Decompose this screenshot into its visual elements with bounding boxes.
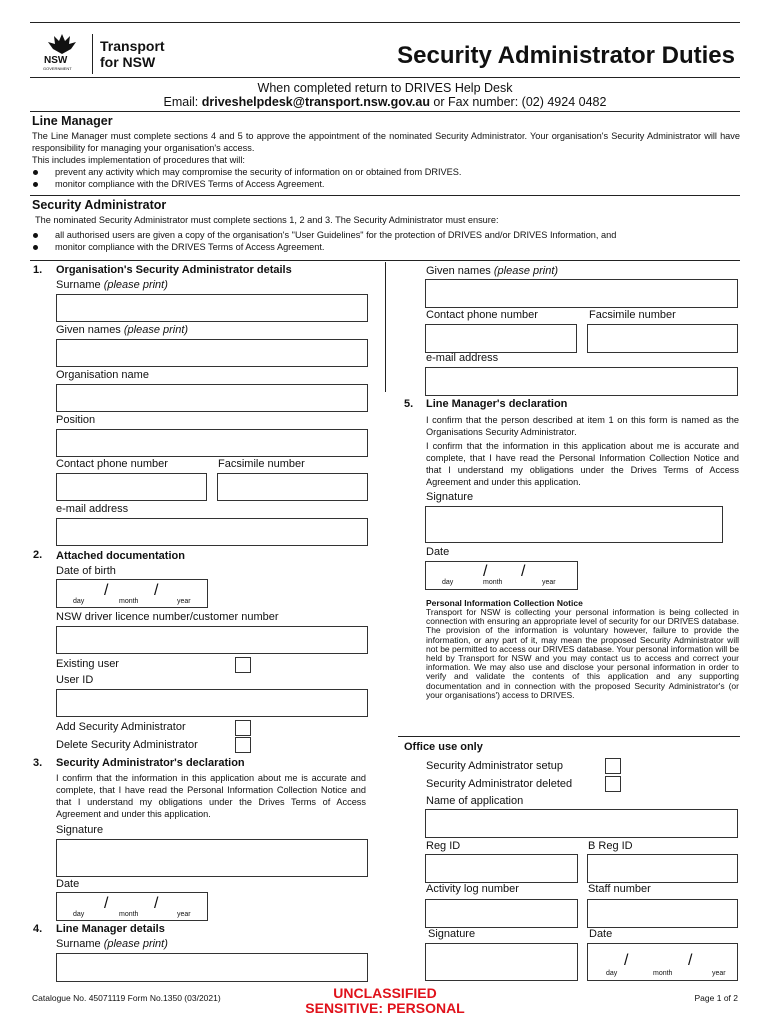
lm-phone-input[interactable] xyxy=(425,324,577,353)
facsimile-input[interactable] xyxy=(217,473,368,501)
bullet xyxy=(33,170,38,175)
month-label: month xyxy=(119,911,139,918)
section-1-num: 1. xyxy=(33,264,43,276)
security-admin-text: The nominated Security Administrator must complete sections 1, 2 and 3. The Security Administrator must ensure: xyxy=(35,215,499,225)
nsw-logo xyxy=(38,30,178,78)
line-manager-text: The Line Manager must complete sections 4 and 5 to approve the appointment of the nominated Security Administrator. Your organisation's Security Administrator will have responsibility for managing your organisation's access. xyxy=(32,131,740,153)
surname-label: Surname (please print) xyxy=(56,279,168,291)
month-label: month xyxy=(119,598,139,605)
lm-fax-input[interactable] xyxy=(587,324,738,353)
logo-nsw-text: NSW xyxy=(44,55,68,66)
office-date-input[interactable] xyxy=(587,943,738,981)
organisation-name-input[interactable] xyxy=(56,384,368,412)
date-slash: / xyxy=(521,563,526,580)
page-title: Security Administrator Duties xyxy=(397,42,735,69)
licence-input[interactable] xyxy=(56,626,368,654)
section-5-heading: Line Manager's declaration xyxy=(426,398,568,410)
user-id-input[interactable] xyxy=(56,689,368,717)
date-slash: / xyxy=(483,563,488,580)
activity-log-input[interactable] xyxy=(425,899,578,928)
user-id-label: User ID xyxy=(56,674,94,686)
line-manager-bullet-1: prevent any activity which may compromise the security of information on or obtained from DRIVES. xyxy=(55,167,462,177)
email-line xyxy=(0,95,770,109)
position-label: Position xyxy=(56,414,96,426)
logo-transport: Transport xyxy=(100,38,165,54)
logo-divider xyxy=(92,34,93,74)
reg-id-input[interactable] xyxy=(425,854,578,883)
section-3-date-input[interactable] xyxy=(56,892,208,921)
bullet xyxy=(33,245,38,250)
admin-setup-checkbox[interactable] xyxy=(605,758,621,774)
bullet xyxy=(33,182,38,187)
security-admin-bullet-1: all authorised users are given a copy of the organisation's "User Guidelines" for the protection of DRIVES and/or DRIVES Information, and xyxy=(55,230,617,240)
return-line: When completed return to DRIVES Help Desk xyxy=(257,81,513,95)
date-slash: / xyxy=(688,952,693,969)
lm-email-label: e-mail address xyxy=(426,352,499,364)
activity-log-label: Activity log number xyxy=(426,883,519,895)
delete-admin-checkbox[interactable] xyxy=(235,737,251,753)
security-admin-rule xyxy=(30,195,740,196)
page-number: Page 1 of 2 xyxy=(694,993,738,1003)
section-3-num: 3. xyxy=(33,757,43,769)
section-2-num: 2. xyxy=(33,549,43,561)
admin-deleted-checkbox[interactable] xyxy=(605,776,621,792)
title-rule xyxy=(30,77,740,78)
security-admin-bullet-2: monitor compliance with the DRIVES Terms of Access Agreement. xyxy=(55,242,325,252)
section-5-signature-label: Signature xyxy=(426,491,474,503)
licence-label: NSW driver licence number/customer number xyxy=(56,611,279,623)
email-prefix: Email: xyxy=(163,95,202,109)
staff-number-label: Staff number xyxy=(588,883,651,895)
date-slash: / xyxy=(624,952,629,969)
b-reg-id-input[interactable] xyxy=(587,854,738,883)
month-label: month xyxy=(483,579,503,586)
lm-given-names-label: Given names (please print) xyxy=(426,265,559,277)
security-admin-heading: Security Administrator xyxy=(32,198,167,212)
office-signature-label: Signature xyxy=(428,928,476,940)
help-desk-email[interactable]: driveshelpdesk@transport.nsw.gov.au xyxy=(201,95,430,109)
day-label: day xyxy=(73,598,85,605)
add-admin-checkbox[interactable] xyxy=(235,720,251,736)
staff-number-input[interactable] xyxy=(587,899,738,928)
day-label: day xyxy=(606,970,618,977)
section-4-num: 4. xyxy=(33,923,43,935)
section-3-heading: Security Administrator's declaration xyxy=(56,757,245,769)
line-manager-heading: Line Manager xyxy=(32,114,113,128)
email-label: e-mail address xyxy=(56,503,129,515)
section-3-signature-input[interactable] xyxy=(56,839,368,877)
section-5-date-input[interactable] xyxy=(425,561,578,590)
dob-label: Date of birth xyxy=(56,565,116,577)
email-input[interactable] xyxy=(56,518,368,546)
day-label: day xyxy=(442,579,454,586)
section-3-declaration: I confirm that the information in this application about me is accurate and complete, that I have read the Personal Information Collection Notice and that I understand my obligations under the Drives Terms of Access Agreement and under this application. xyxy=(56,773,366,819)
given-names-label: Given names (please print) xyxy=(56,324,189,336)
waratah-icon xyxy=(46,32,78,56)
section-5-num: 5. xyxy=(404,398,414,410)
line-manager-surname-label: Surname (please print) xyxy=(56,938,168,950)
contact-phone-input[interactable] xyxy=(56,473,207,501)
line-manager-text-2: This includes implementation of procedures that will: xyxy=(32,155,245,165)
given-names-input[interactable] xyxy=(56,339,368,367)
year-label: year xyxy=(177,598,191,605)
organisation-name-label: Organisation name xyxy=(56,369,149,381)
logo-gov-text: GOVERNMENT xyxy=(43,66,72,71)
catalogue-number: Catalogue No. 45071119 Form No.1350 (03/2021) xyxy=(32,993,221,1003)
lm-email-input[interactable] xyxy=(425,367,738,396)
year-label: year xyxy=(712,970,726,977)
lm-given-names-input[interactable] xyxy=(425,279,738,308)
position-input[interactable] xyxy=(56,429,368,457)
office-use-rule xyxy=(398,736,740,737)
logo-for-nsw: for NSW xyxy=(100,54,156,70)
office-signature-input[interactable] xyxy=(425,943,578,981)
day-label: day xyxy=(73,911,85,918)
top-rule xyxy=(30,22,740,23)
app-name-label: Name of application xyxy=(426,795,524,807)
month-label: month xyxy=(653,970,673,977)
section-rule xyxy=(30,260,740,261)
column-divider xyxy=(385,262,386,392)
app-name-input[interactable] xyxy=(425,809,738,838)
section-1-heading: Organisation's Security Administrator details xyxy=(56,264,292,276)
section-3-signature-label: Signature xyxy=(56,824,104,836)
lm-fax-label: Facsimile number xyxy=(589,309,676,321)
facsimile-label: Facsimile number xyxy=(218,458,305,470)
dob-input[interactable] xyxy=(56,579,208,608)
year-label: year xyxy=(177,911,191,918)
add-admin-label: Add Security Administrator xyxy=(56,721,186,733)
section-3-date-label: Date xyxy=(56,878,80,890)
pcn-text: Transport for NSW is collecting your personal information is being collected in connection with ensuring an appropriate level of security for our DRIVES database. The provision of the information is voluntary however, failure to provide the information, or any part of it, may mean the proposed Security Administrator will not be permitted to access our DRIVES database. Your personal information will be held by Transport for NSW and you may contact us to access and correct your information. We may also use and disclose your personal information in order to verify and validate the contents of this application and any supporting documentation and in connection with the proposed Security Administrator's (or your organisations') access to DRIVES. xyxy=(426,607,739,700)
section-2-heading: Attached documentation xyxy=(56,550,185,562)
pcn-heading: Personal Information Collection Notice xyxy=(426,598,583,608)
fax-text: or Fax number: (02) 4924 0482 xyxy=(429,95,607,109)
admin-setup-label: Security Administrator setup xyxy=(426,760,563,772)
office-use-heading: Office use only xyxy=(404,741,483,753)
section-4-heading: Line Manager details xyxy=(56,923,165,935)
line-manager-surname-input[interactable] xyxy=(56,953,368,982)
lm-phone-label: Contact phone number xyxy=(426,309,538,321)
date-slash: / xyxy=(104,582,109,599)
year-label: year xyxy=(542,579,556,586)
classification-line-2: SENSITIVE: PERSONAL xyxy=(305,1000,465,1016)
date-slash: / xyxy=(154,582,159,599)
line-manager-bullet-2: monitor compliance with the DRIVES Terms of Access Agreement. xyxy=(55,179,325,189)
classification-line-1: UNCLASSIFIED xyxy=(333,985,437,1001)
admin-deleted-label: Security Administrator deleted xyxy=(426,778,573,790)
contact-phone-label: Contact phone number xyxy=(56,458,168,470)
delete-admin-label: Delete Security Administrator xyxy=(56,739,198,751)
b-reg-id-label: B Reg ID xyxy=(588,840,633,852)
office-date-label: Date xyxy=(589,928,613,940)
bullet xyxy=(33,233,38,238)
section-5-signature-input[interactable] xyxy=(425,506,723,543)
reg-id-label: Reg ID xyxy=(426,840,461,852)
section-5-text-1: I confirm that the person described at item 1 on this form is named as the Organisations Security Administrator. xyxy=(426,415,739,437)
existing-user-label: Existing user xyxy=(56,658,119,670)
existing-user-checkbox[interactable] xyxy=(235,657,251,673)
date-slash: / xyxy=(154,895,159,912)
section-5-date-label: Date xyxy=(426,546,450,558)
classification xyxy=(0,986,770,1016)
date-slash: / xyxy=(104,895,109,912)
line-manager-rule xyxy=(30,111,740,112)
section-5-text-2: I confirm that the information in this application about me is accurate and complete, that I have read the Personal Information Collection Notice and that I understand my obligations under the Drives Terms of Access Agreement and under this application. xyxy=(426,441,739,487)
surname-input[interactable] xyxy=(56,294,368,322)
